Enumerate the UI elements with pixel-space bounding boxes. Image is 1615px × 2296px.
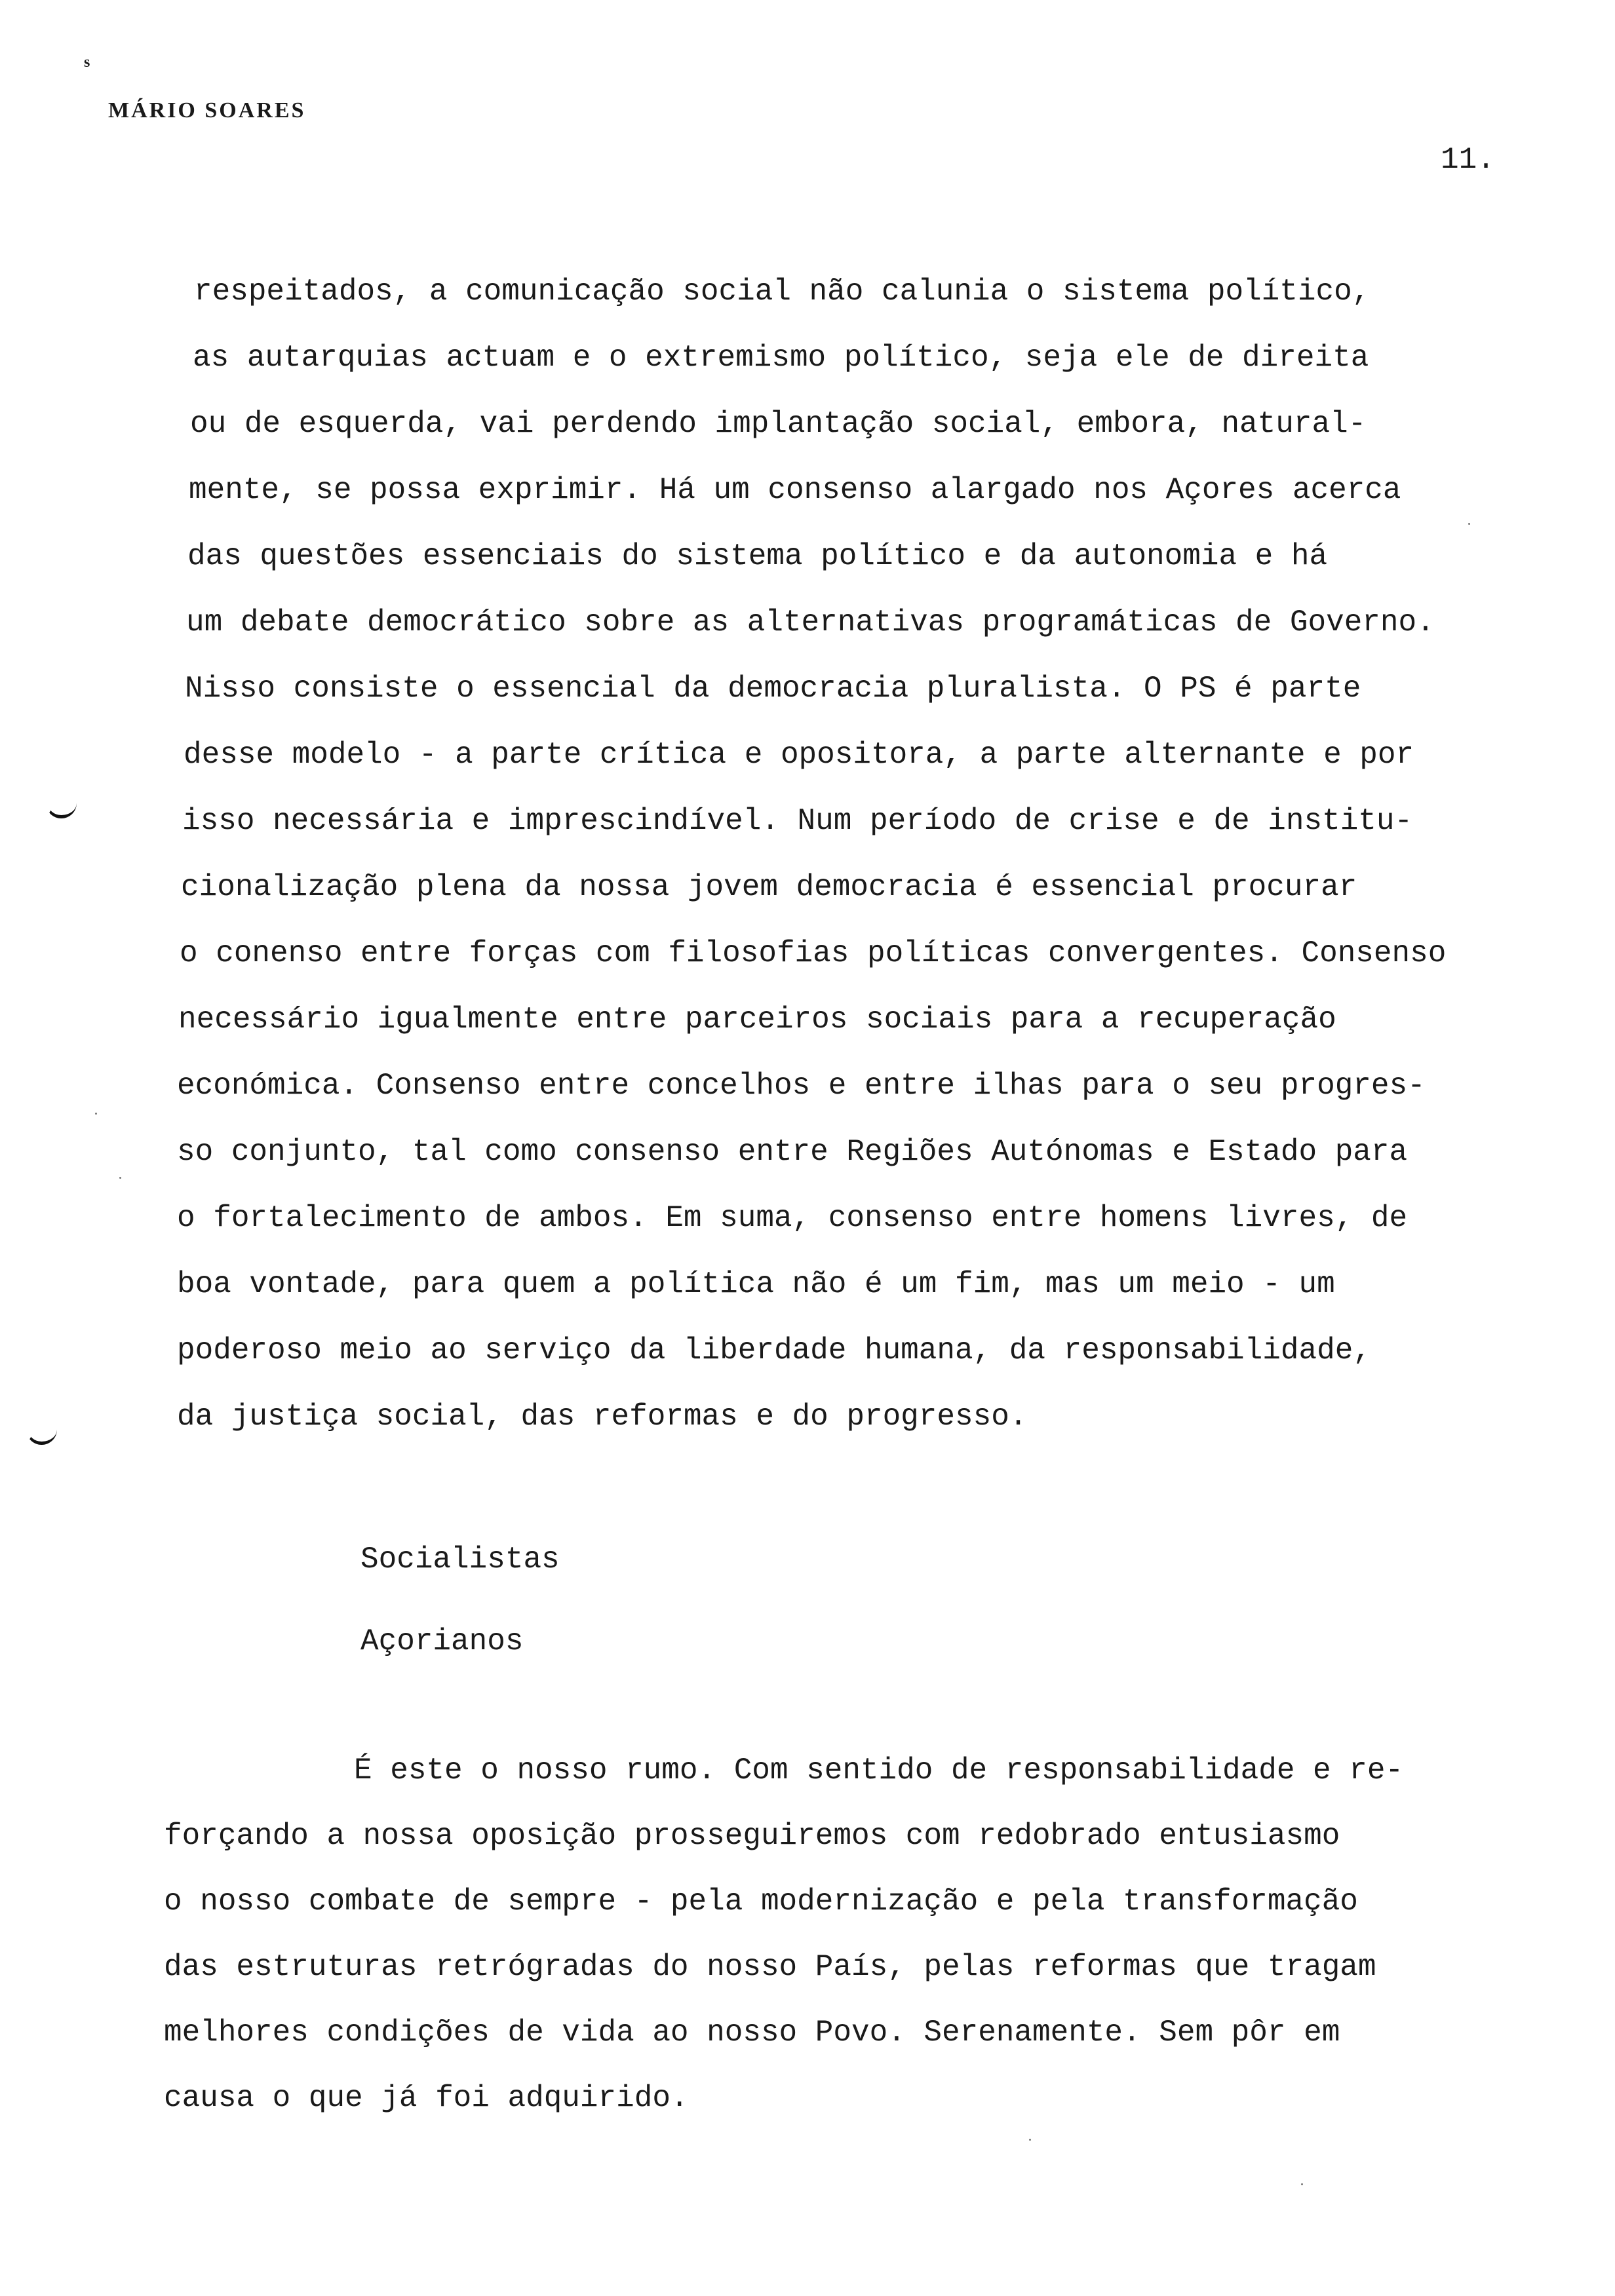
text-line: as autarquias actuam e o extremismo político, seja ele de direita	[193, 341, 1369, 375]
text-line: económica. Consenso entre concelhos e entre ilhas para o seu progres-	[177, 1069, 1426, 1103]
scan-speck	[1029, 2139, 1031, 2141]
text-line: cionalização plena da nossa jovem democracia é essencial procurar	[181, 870, 1357, 904]
scan-speck	[1468, 523, 1470, 525]
text-line: forçando a nossa oposição prosseguiremos com redobrado entusiasmo	[164, 1819, 1340, 1853]
text-line: causa o que já foi adquirido.	[164, 2081, 689, 2115]
text-line: so conjunto, tal como consenso entre Regiões Autónomas e Estado para	[177, 1135, 1408, 1169]
margin-mark	[26, 1427, 57, 1445]
margin-mark	[46, 801, 77, 818]
body-paragraph-2	[164, 1738, 1403, 2131]
text-line: boa vontade, para quem a política não é um fim, mas um meio - um	[177, 1267, 1335, 1301]
salutation-line-1: Socialistas	[360, 1542, 560, 1577]
text-line: respeitados, a comunicação social não calunia o sistema político,	[194, 275, 1371, 309]
text-line: melhores condições de vida ao nosso Povo. Serenamente. Sem pôr em	[164, 2016, 1340, 2050]
scan-speck	[1301, 2183, 1303, 2185]
text-line: das questões essenciais do sistema político e da autonomia e há	[187, 539, 1328, 573]
text-line: da justiça social, das reformas e do progresso.	[177, 1400, 1028, 1434]
body-paragraph-1	[177, 259, 1446, 1450]
author-header: MÁRIO SOARES	[108, 98, 306, 123]
text-line: um debate democrático sobre as alternativas programáticas de Governo.	[186, 605, 1435, 640]
text-line: poderoso meio ao serviço da liberdade humana, da responsabilidade,	[177, 1333, 1371, 1368]
text-line: desse modelo - a parte crítica e opositora, a parte alternante e por	[184, 738, 1414, 772]
text-line: das estruturas retrógradas do nosso País, pelas reformas que tragam	[164, 1950, 1376, 1984]
text-line: o fortalecimento de ambos. Em suma, consenso entre homens livres, de	[177, 1201, 1408, 1235]
header-mark: s	[84, 54, 90, 71]
scan-speck	[95, 1113, 97, 1115]
text-line: É este o nosso rumo. Com sentido de responsabilidade e re-	[354, 1753, 1404, 1788]
salutation-line-2: Açorianos	[360, 1624, 524, 1658]
text-line: ou de esquerda, vai perdendo implantação social, embora, natural-	[190, 407, 1367, 441]
text-line: o nosso combate de sempre - pela modernização e pela transformação	[164, 1885, 1358, 1919]
page-number: 11.	[1441, 143, 1495, 177]
salutation	[360, 1519, 560, 1683]
text-line: mente, se possa exprimir. Há um consenso alargado nos Açores acerca	[189, 473, 1401, 507]
text-line: Nisso consiste o essencial da democracia pluralista. O PS é parte	[185, 672, 1361, 706]
text-line: isso necessária e imprescindível. Num período de crise e de institu-	[182, 804, 1413, 838]
text-line: necessário igualmente entre parceiros sociais para a recuperação	[178, 1003, 1336, 1037]
scan-speck	[119, 1177, 121, 1179]
text-line: o conenso entre forças com filosofias políticas convergentes. Consenso	[180, 936, 1447, 970]
